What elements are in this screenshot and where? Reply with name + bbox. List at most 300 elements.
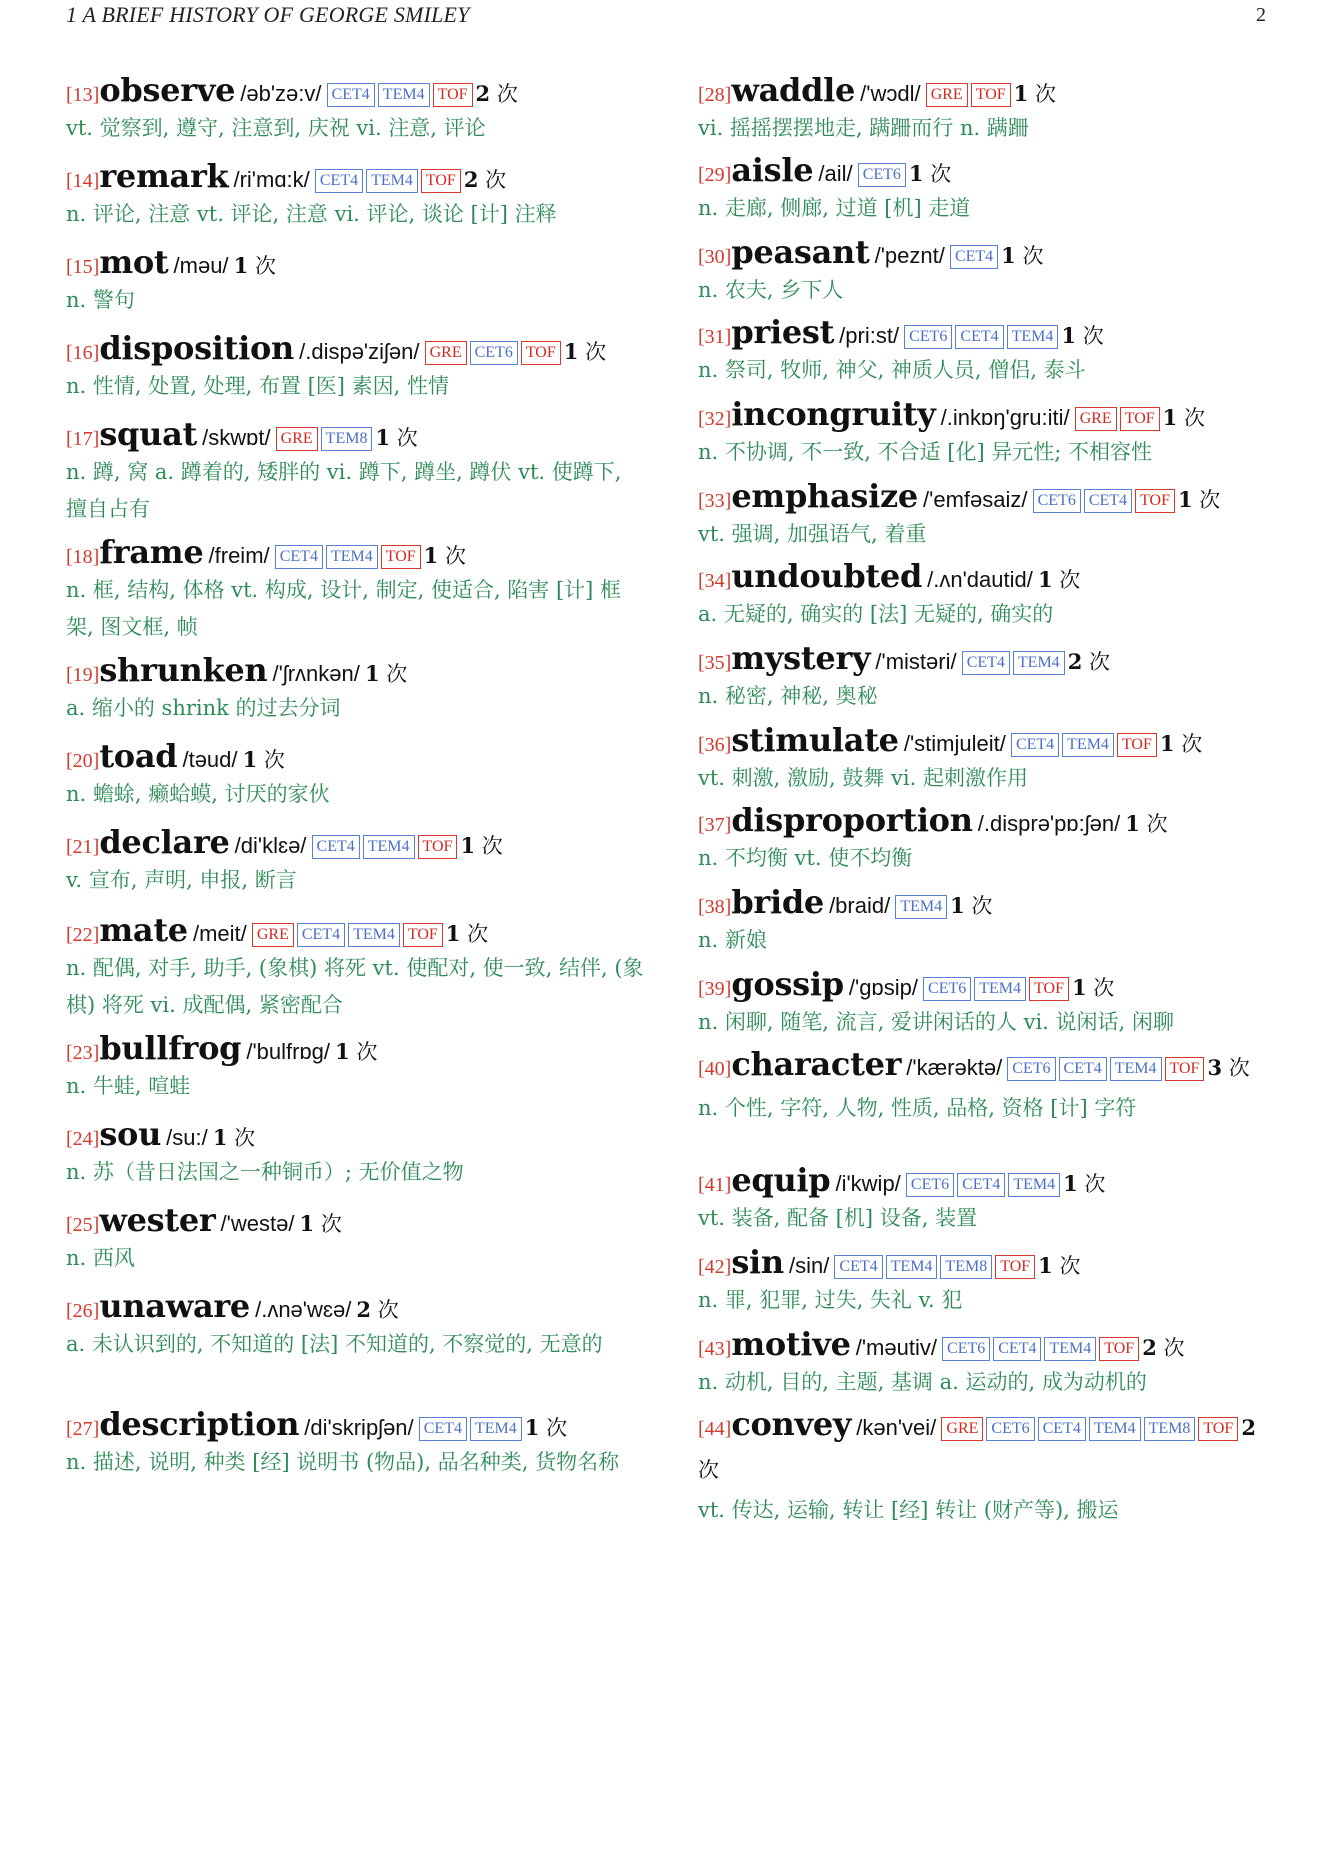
frequency-unit: 次 xyxy=(546,1416,568,1440)
frequency-count xyxy=(234,254,276,278)
vocab-entry xyxy=(66,156,646,233)
phonetic: /.ʌnə'wɛə/ xyxy=(255,1297,352,1322)
frequency-count xyxy=(564,340,606,364)
definition: vt. 传达, 运输, 转让 [经] 转让 (财产等), 搬运 xyxy=(698,1498,1119,1522)
frequency-number: 1 xyxy=(1125,811,1140,836)
vocab-entry xyxy=(698,720,1278,797)
frequency-number: 3 xyxy=(1207,1055,1223,1080)
frequency-count xyxy=(464,168,506,192)
exam-tag: CET4 xyxy=(315,169,363,193)
frequency-count xyxy=(1001,244,1043,268)
entry-number: [33] xyxy=(698,490,732,512)
vocab-entry xyxy=(66,242,646,319)
definition: n. 牛蛙, 喧蛙 xyxy=(66,1074,191,1098)
frequency-count xyxy=(424,544,466,568)
definition: n. 警句 xyxy=(66,288,135,312)
definition: n. 秘密, 神秘, 奥秘 xyxy=(698,684,878,708)
vocab-entry xyxy=(66,1200,646,1277)
vocab-entry xyxy=(66,414,646,528)
exam-tag: GRE xyxy=(252,923,294,947)
entry-number: [25] xyxy=(66,1214,100,1236)
phonetic: /ri'mɑ:k/ xyxy=(233,167,310,192)
definition: n. 动机, 目的, 主题, 基调 a. 运动的, 成为动机的 xyxy=(698,1370,1147,1394)
phonetic: /di'klɛə/ xyxy=(234,833,307,858)
definition: n. 配偶, 对手, 助手, (象棋) 将死 vt. 使配对, 使一致, 结伴, (象棋) 将死 vi. 成配偶, 紧密配合 xyxy=(66,956,644,1017)
frequency-count xyxy=(1207,1056,1249,1080)
headword: waddle xyxy=(731,71,856,109)
exam-tag: TOF xyxy=(1029,977,1069,1001)
entry-number: [18] xyxy=(66,546,100,568)
phonetic: /.dispə'ziʃən/ xyxy=(299,339,420,364)
frequency-unit: 次 xyxy=(377,1298,399,1322)
vocab-entry xyxy=(698,1044,1278,1127)
entry-number: [44] xyxy=(698,1418,732,1440)
exam-tag: TOF xyxy=(1120,407,1160,431)
headword: remark xyxy=(99,157,229,195)
headword: incongruity xyxy=(731,395,936,433)
frequency-number: 1 xyxy=(1001,243,1016,268)
phonetic: /meit/ xyxy=(192,921,247,946)
exam-tag: TEM4 xyxy=(1089,1417,1141,1441)
exam-tag: TOF xyxy=(1117,733,1157,757)
frequency-number: 1 xyxy=(1071,975,1087,1000)
headword: shrunken xyxy=(99,651,268,689)
frequency-unit: 次 xyxy=(1181,732,1203,756)
phonetic: /'peznt/ xyxy=(874,243,945,268)
frequency-unit: 次 xyxy=(930,162,952,186)
vocab-entry xyxy=(698,964,1278,1041)
vocab-entry xyxy=(698,800,1278,877)
exam-tag: TEM4 xyxy=(1007,325,1059,349)
vocab-entry xyxy=(66,532,646,646)
frequency-number: 1 xyxy=(950,893,965,918)
definition: vt. 刺激, 激励, 鼓舞 vi. 起刺激作用 xyxy=(698,766,1028,790)
entry-number: [29] xyxy=(698,164,732,186)
exam-tag: CET6 xyxy=(858,163,906,187)
exam-tag: CET4 xyxy=(312,835,360,859)
entry-number: [20] xyxy=(66,750,100,772)
entry-number: [32] xyxy=(698,408,732,430)
definition: n. 蹲, 窝 a. 蹲着的, 矮胖的 vi. 蹲下, 蹲坐, 蹲伏 vt. 使蹲下, 擅自占有 xyxy=(66,460,622,521)
frequency-unit: 次 xyxy=(1163,1336,1185,1360)
exam-tag: CET6 xyxy=(923,977,971,1001)
frequency-unit: 次 xyxy=(234,1126,256,1150)
headword: disposition xyxy=(99,329,295,367)
vocab-entry xyxy=(66,736,646,813)
headword: character xyxy=(731,1045,902,1083)
vocab-entry xyxy=(66,1028,646,1105)
running-title: 1 A BRIEF HISTORY OF GEORGE SMILEY xyxy=(66,2,470,27)
exam-tag: TOF xyxy=(995,1255,1035,1279)
exam-tag: TOF xyxy=(1165,1057,1205,1081)
exam-tag: CET4 xyxy=(1011,733,1059,757)
vocab-entry xyxy=(66,328,646,405)
exam-tag: CET6 xyxy=(1033,489,1081,513)
entry-number: [30] xyxy=(698,246,732,268)
vocab-entry xyxy=(66,1404,646,1481)
entry-headline xyxy=(66,1028,646,1068)
headword: mystery xyxy=(731,639,871,677)
headword: squat xyxy=(99,415,198,453)
entry-headline xyxy=(66,70,646,110)
exam-tag: GRE xyxy=(941,1417,983,1441)
vocab-entry xyxy=(66,822,646,899)
frequency-number: 1 xyxy=(375,425,391,450)
frequency-count xyxy=(375,426,417,450)
entry-headline xyxy=(698,150,1278,190)
frequency-number: 1 xyxy=(212,1125,228,1150)
page-header xyxy=(66,0,1266,30)
definition: n. 苏（昔日法国之一种铜币）; 无价值之物 xyxy=(66,1160,464,1184)
frequency-count xyxy=(909,162,951,186)
exam-tag: TOF xyxy=(1135,489,1175,513)
vocab-entry xyxy=(698,232,1278,309)
entry-headline xyxy=(66,414,646,454)
exam-tag: CET4 xyxy=(993,1337,1041,1361)
phonetic: /.disprə'pɒ:ʃən/ xyxy=(977,811,1121,836)
entry-number: [36] xyxy=(698,734,732,756)
exam-tag: CET4 xyxy=(275,545,323,569)
frequency-unit: 次 xyxy=(263,748,285,772)
vocab-entry xyxy=(698,556,1278,633)
definition: n. 框, 结构, 体格 vt. 构成, 设计, 制定, 使适合, 陷害 [计] 框架, 图文框, 帧 xyxy=(66,578,622,639)
headword: stimulate xyxy=(731,721,899,759)
entry-number: [42] xyxy=(698,1256,732,1278)
phonetic: /ail/ xyxy=(818,161,853,186)
frequency-count xyxy=(1125,812,1167,836)
phonetic: /skwɒt/ xyxy=(202,425,271,450)
exam-tag: CET4 xyxy=(1038,1417,1086,1441)
frequency-unit: 次 xyxy=(467,922,489,946)
phonetic: /pri:st/ xyxy=(839,323,900,348)
exam-tag: CET4 xyxy=(327,83,375,107)
frequency-number: 2 xyxy=(356,1297,372,1322)
frequency-number: 1 xyxy=(1159,731,1175,756)
headword: frame xyxy=(99,533,204,571)
phonetic: /'mistəri/ xyxy=(875,649,957,674)
frequency-number: 1 xyxy=(364,661,380,686)
frequency-count xyxy=(1061,324,1103,348)
definition: n. 西风 xyxy=(66,1246,135,1270)
frequency-count xyxy=(335,1040,377,1064)
frequency-unit: 次 xyxy=(1082,324,1104,348)
headword: sou xyxy=(99,1115,162,1153)
exam-tag: CET4 xyxy=(1059,1057,1107,1081)
frequency-unit: 次 xyxy=(971,894,993,918)
entry-headline xyxy=(66,650,646,690)
frequency-number: 1 xyxy=(908,161,924,186)
vocab-entry xyxy=(698,150,1278,227)
definition: n. 罪, 犯罪, 过失, 失礼 v. 犯 xyxy=(698,1288,963,1312)
exam-tag: TEM4 xyxy=(470,1417,522,1441)
phonetic: /məu/ xyxy=(173,253,229,278)
exam-tag: TEM8 xyxy=(940,1255,992,1279)
entry-number: [37] xyxy=(698,814,732,836)
headword: wester xyxy=(99,1201,216,1239)
entry-headline xyxy=(66,910,646,950)
frequency-number: 1 xyxy=(299,1211,315,1236)
entry-headline xyxy=(66,156,646,196)
phonetic: /braid/ xyxy=(829,893,891,918)
headword: disproportion xyxy=(731,801,973,839)
exam-tag: CET6 xyxy=(904,325,952,349)
phonetic: /'emfəsaiz/ xyxy=(923,487,1028,512)
headword: aisle xyxy=(731,151,814,189)
frequency-number: 2 xyxy=(1142,1335,1157,1360)
phonetic: /freim/ xyxy=(208,543,270,568)
entry-number: [17] xyxy=(66,428,100,450)
entry-number: [41] xyxy=(698,1174,732,1196)
headword: mot xyxy=(99,243,169,281)
entry-number: [16] xyxy=(66,342,100,364)
exam-tag: TEM4 xyxy=(895,895,947,919)
frequency-count xyxy=(243,748,285,772)
frequency-unit: 次 xyxy=(1093,976,1115,1000)
frequency-count xyxy=(1178,488,1220,512)
headword: gossip xyxy=(731,965,844,1003)
phonetic: /di'skripʃən/ xyxy=(304,1415,414,1440)
definition: vt. 强调, 加强语气, 着重 xyxy=(698,522,927,546)
entry-headline xyxy=(66,822,646,862)
frequency-unit: 次 xyxy=(356,1040,378,1064)
frequency-count xyxy=(476,82,518,106)
headword: description xyxy=(99,1405,300,1443)
phonetic: /'bulfrɒg/ xyxy=(246,1039,331,1064)
exam-tag: CET6 xyxy=(470,341,518,365)
exam-tag: TEM4 xyxy=(974,977,1026,1001)
entry-headline xyxy=(66,1114,646,1154)
frequency-number: 1 xyxy=(524,1415,540,1440)
frequency-unit: 次 xyxy=(1199,488,1221,512)
headword: toad xyxy=(99,737,178,775)
frequency-unit: 次 xyxy=(481,834,503,858)
entry-headline xyxy=(698,882,1278,922)
exam-tag: TEM4 xyxy=(366,169,418,193)
frequency-unit: 次 xyxy=(698,1458,719,1482)
entry-number: [31] xyxy=(698,326,732,348)
headword: unaware xyxy=(99,1287,250,1325)
exam-tag: TEM8 xyxy=(1144,1417,1196,1441)
frequency-number: 1 xyxy=(1038,1253,1053,1278)
frequency-number: 2 xyxy=(1241,1415,1256,1440)
definition: v. 宣布, 声明, 申报, 断言 xyxy=(66,868,297,892)
headword: bullfrog xyxy=(99,1029,242,1067)
entry-headline xyxy=(698,964,1278,1004)
frequency-count xyxy=(213,1126,255,1150)
definition: n. 个性, 字符, 人物, 性质, 品格, 资格 [计] 字符 xyxy=(698,1096,1137,1120)
entry-headline xyxy=(698,1044,1278,1090)
exam-tag: TEM4 xyxy=(363,835,415,859)
frequency-unit: 次 xyxy=(386,662,408,686)
phonetic: /'ʃrʌnkən/ xyxy=(272,661,360,686)
definition: n. 闲聊, 随笔, 流言, 爱讲闲话的人 vi. 说闲话, 闲聊 xyxy=(698,1010,1174,1034)
vocab-entry xyxy=(698,394,1278,471)
phonetic: /i'kwip/ xyxy=(835,1171,901,1196)
frequency-count xyxy=(1160,732,1202,756)
frequency-number: 2 xyxy=(463,167,479,192)
frequency-unit: 次 xyxy=(396,426,418,450)
vocab-entry xyxy=(698,1324,1278,1401)
headword: emphasize xyxy=(731,477,918,515)
frequency-count xyxy=(1014,82,1056,106)
frequency-unit: 次 xyxy=(1059,568,1081,592)
vocab-entry xyxy=(66,1114,646,1191)
exam-tag: TEM8 xyxy=(321,427,373,451)
frequency-count xyxy=(525,1416,567,1440)
exam-tag: TOF xyxy=(521,341,561,365)
definition: n. 祭司, 牧师, 神父, 神质人员, 僧侣, 泰斗 xyxy=(698,358,1086,382)
frequency-unit: 次 xyxy=(1146,812,1168,836)
phonetic: /su:/ xyxy=(166,1125,208,1150)
page-number: 2 xyxy=(1256,4,1266,26)
frequency-count xyxy=(446,922,488,946)
vocab-entry xyxy=(698,1160,1278,1237)
entry-number: [38] xyxy=(698,896,732,918)
frequency-number: 1 xyxy=(1063,1171,1078,1196)
entry-number: [35] xyxy=(698,652,732,674)
frequency-number: 2 xyxy=(475,81,491,106)
frequency-number: 1 xyxy=(242,747,258,772)
phonetic: /sin/ xyxy=(788,1253,830,1278)
frequency-number: 1 xyxy=(563,339,579,364)
entry-headline xyxy=(66,1404,646,1444)
entry-headline xyxy=(66,328,646,368)
definition: a. 未认识到的, 不知道的 [法] 不知道的, 不察觉的, 无意的 xyxy=(66,1332,603,1356)
headword: observe xyxy=(99,71,236,109)
frequency-unit: 次 xyxy=(585,340,607,364)
frequency-number: 1 xyxy=(445,921,461,946)
exam-tag: TEM4 xyxy=(1062,733,1114,757)
exam-tag: GRE xyxy=(1075,407,1117,431)
entry-number: [27] xyxy=(66,1418,100,1440)
frequency-count xyxy=(1142,1336,1184,1360)
entry-headline xyxy=(66,1200,646,1240)
headword: declare xyxy=(99,823,230,861)
entry-headline xyxy=(66,1286,646,1326)
exam-tag: TOF xyxy=(1198,1417,1238,1441)
entry-number: [26] xyxy=(66,1300,100,1322)
frequency-number: 1 xyxy=(460,833,476,858)
definition: n. 蟾蜍, 癞蛤蟆, 讨厌的家伙 xyxy=(66,782,330,806)
exam-tag: CET6 xyxy=(906,1173,954,1197)
frequency-number: 1 xyxy=(423,543,439,568)
vocab-entry xyxy=(66,1286,646,1363)
vocab-entry xyxy=(698,1242,1278,1319)
exam-tag: CET4 xyxy=(1084,489,1132,513)
exam-tag: TEM4 xyxy=(1044,1337,1096,1361)
frequency-unit: 次 xyxy=(254,254,276,278)
frequency-count xyxy=(1038,1254,1080,1278)
entry-number: [40] xyxy=(698,1058,732,1080)
frequency-count xyxy=(1068,650,1110,674)
entry-number: [23] xyxy=(66,1042,100,1064)
headword: bride xyxy=(731,883,824,921)
frequency-unit: 次 xyxy=(1089,650,1110,674)
vocab-entry xyxy=(698,312,1278,389)
exam-tag: CET4 xyxy=(950,245,998,269)
frequency-count xyxy=(1163,406,1205,430)
vocab-entry xyxy=(66,910,646,1024)
phonetic: /'wɔdl/ xyxy=(860,81,921,106)
exam-tag: TEM4 xyxy=(1013,651,1065,675)
frequency-unit: 次 xyxy=(320,1212,342,1236)
entry-headline xyxy=(698,312,1278,352)
frequency-unit: 次 xyxy=(1022,244,1044,268)
frequency-number: 1 xyxy=(1061,323,1077,348)
exam-tag: CET6 xyxy=(942,1337,990,1361)
exam-tag: TOF xyxy=(421,169,461,193)
entry-headline xyxy=(66,532,646,572)
vocab-entry xyxy=(66,70,646,147)
definition: n. 描述, 说明, 种类 [经] 说明书 (物品), 品名种类, 货物名称 xyxy=(66,1450,620,1474)
entry-headline xyxy=(698,1404,1278,1492)
headword: sin xyxy=(731,1243,784,1281)
phonetic: /'məutiv/ xyxy=(855,1335,937,1360)
frequency-unit: 次 xyxy=(1059,1254,1081,1278)
entry-headline xyxy=(698,800,1278,840)
entry-number: [28] xyxy=(698,84,732,106)
frequency-unit: 次 xyxy=(444,544,466,568)
frequency-unit: 次 xyxy=(1228,1056,1250,1080)
entry-headline xyxy=(698,638,1278,678)
frequency-number: 1 xyxy=(1162,405,1178,430)
entry-number: [19] xyxy=(66,664,100,686)
phonetic: /kən'vei/ xyxy=(856,1415,937,1440)
headword: equip xyxy=(731,1161,831,1199)
exam-tag: GRE xyxy=(926,83,968,107)
definition: a. 无疑的, 确实的 [法] 无疑的, 确实的 xyxy=(698,602,1054,626)
definition: n. 农夫, 乡下人 xyxy=(698,278,844,302)
exam-tag: TOF xyxy=(403,923,443,947)
frequency-unit: 次 xyxy=(1084,1172,1106,1196)
vocab-entry xyxy=(698,1404,1278,1529)
vocab-entry xyxy=(698,476,1278,553)
frequency-unit: 次 xyxy=(496,82,518,106)
headword: motive xyxy=(731,1325,851,1363)
definition: n. 性情, 处置, 处理, 布置 [医] 素因, 性情 xyxy=(66,374,450,398)
frequency-count xyxy=(356,1298,398,1322)
definition: vi. 摇摇摆摆地走, 蹒跚而行 n. 蹒跚 xyxy=(698,116,1029,140)
entry-number: [43] xyxy=(698,1338,732,1360)
exam-tag: TEM4 xyxy=(348,923,400,947)
entry-headline xyxy=(698,1160,1278,1200)
entry-headline xyxy=(698,476,1278,516)
exam-tag: TOF xyxy=(1099,1337,1139,1361)
definition: vt. 觉察到, 遵守, 注意到, 庆祝 vi. 注意, 评论 xyxy=(66,116,486,140)
definition: n. 走廊, 侧廊, 过道 [机] 走道 xyxy=(698,196,971,220)
entry-number: [22] xyxy=(66,924,100,946)
exam-tag: CET4 xyxy=(419,1417,467,1441)
vocab-entry xyxy=(698,882,1278,959)
definition: a. 缩小的 shrink 的过去分词 xyxy=(66,696,341,720)
exam-tag: TEM4 xyxy=(326,545,378,569)
entry-headline xyxy=(698,232,1278,272)
phonetic: /'westə/ xyxy=(220,1211,295,1236)
frequency-count xyxy=(1063,1172,1105,1196)
entry-number: [21] xyxy=(66,836,100,858)
entry-headline xyxy=(698,1324,1278,1364)
entry-number: [39] xyxy=(698,978,732,1000)
exam-tag: TEM4 xyxy=(378,83,430,107)
headword: peasant xyxy=(731,233,870,271)
entry-headline xyxy=(66,242,646,282)
exam-tag: CET4 xyxy=(955,325,1003,349)
vocab-entry xyxy=(698,70,1278,147)
definition: n. 评论, 注意 vt. 评论, 注意 vi. 评论, 谈论 [计] 注释 xyxy=(66,202,557,226)
entry-number: [34] xyxy=(698,570,732,592)
phonetic: /.inkɒŋ'gru:iti/ xyxy=(940,405,1070,430)
exam-tag: CET4 xyxy=(297,923,345,947)
